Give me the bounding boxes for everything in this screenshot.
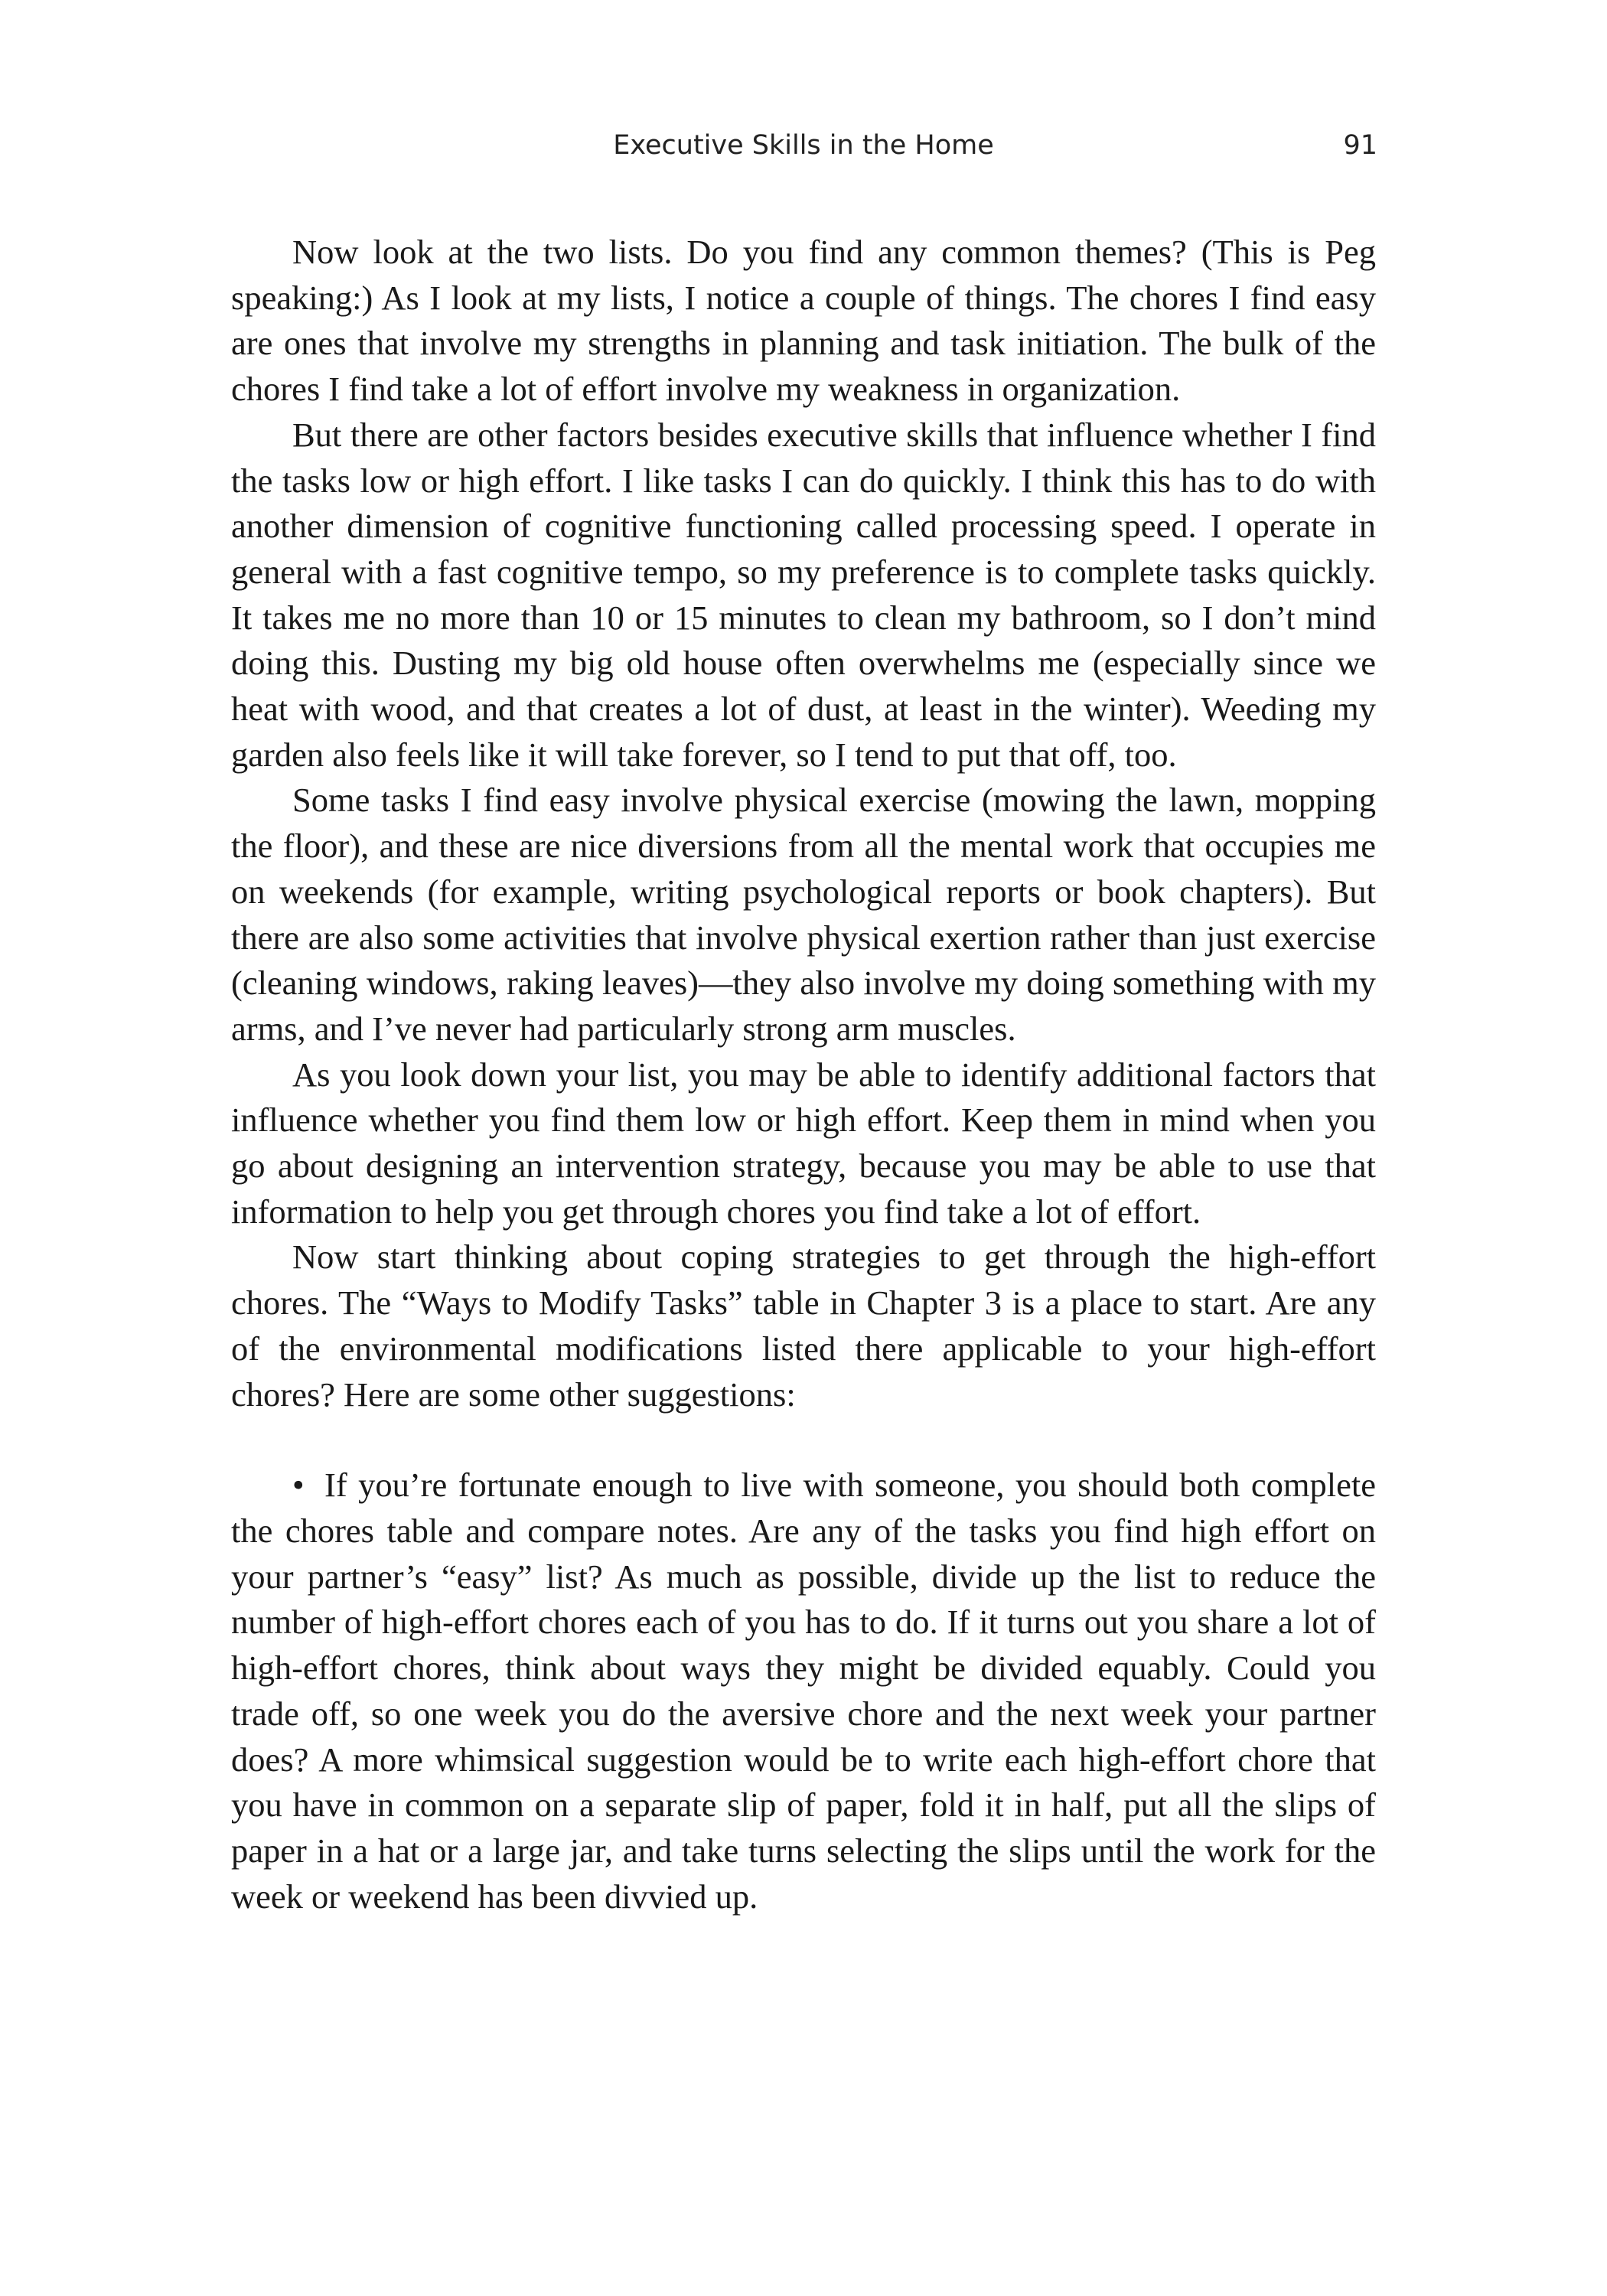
running-header [230, 130, 1377, 176]
list-item-text: If you’re fortunate enough to live with someone, you should both complete the chores table and compare notes. Are any of the tasks you find high effort on your partner’s “easy” list? As much as possible, divide up the list to reduce the number of high-effort chores each of you has to do. If it turns out you share a lot of high-effort chores, think about ways they might be divided equably. Could you trade off, so one week you do the aversive chore and the next week your partner does? A more whimsical suggestion would be to write each high-effort chore that you have in common on a separate slip of paper, fold it in half, put all the slips of paper in a hat or a large jar, and take turns selecting the slips until the work for the week or weekend has been divvied up. [231, 1466, 1376, 1916]
paragraph: Some tasks I find easy involve physical exercise (mowing the lawn, mopping the floor), and these are nice diversions from all the mental work that occupies me on weekends (for example, writing psychological reports or book chapters). But there are also some activities that involve physical exertion rather than just exercise (cleaning windows, raking leaves)—they also involve my doing something with my arms, and I’ve never had particularly strong arm muscles. [231, 781, 1376, 1048]
suggestion-list [231, 1463, 1376, 1919]
paragraph: Now look at the two lists. Do you find any common themes? (This is Peg speaking:) As I look at my lists, I notice a couple of things. The chores I find easy are ones that involve my strengths in planning and task initiation. The bulk of the chores I find take a lot of effort involve my weakness in organization. [231, 233, 1376, 409]
paragraph: As you look down your list, you may be able to identify additional factors that influence whether you find them low or high effort. Keep them in mind when you go about designing an intervention strategy, because you may be able to use that information to help you get through chores you find take a lot of effort. [231, 1055, 1376, 1231]
body-text [231, 230, 1376, 1919]
paragraph: Now start thinking about coping strategies to get through the high-effort chores. The “Ways to Modify Tasks” table in Chapter 3 is a place to start. Are any of the environmental modifications listed there applicable to your high-effort chores? Here are some other suggestions: [231, 1238, 1376, 1414]
bullet-icon: • [292, 1466, 305, 1505]
running-title: Executive Skills in the Home [613, 130, 994, 161]
paragraph: But there are other factors besides executive skills that influence whether I find the tasks low or high effort. I like tasks I can do quickly. I think this has to do with another dimension of cognitive functioning called processing speed. I operate in general with a fast cognitive tempo, so my preference is to complete tasks quickly. It takes me no more than 10 or 15 minutes to clean my bathroom, so I don’t mind doing this. Dusting my big old house often overwhelms me (especially since we heat with wood, and that creates a lot of dust, at least in the winter). Weeding my garden also feels like it will take forever, so I tend to put that off, too. [231, 415, 1376, 774]
list-item [231, 1463, 1376, 1919]
page-number: 91 [1343, 130, 1377, 161]
